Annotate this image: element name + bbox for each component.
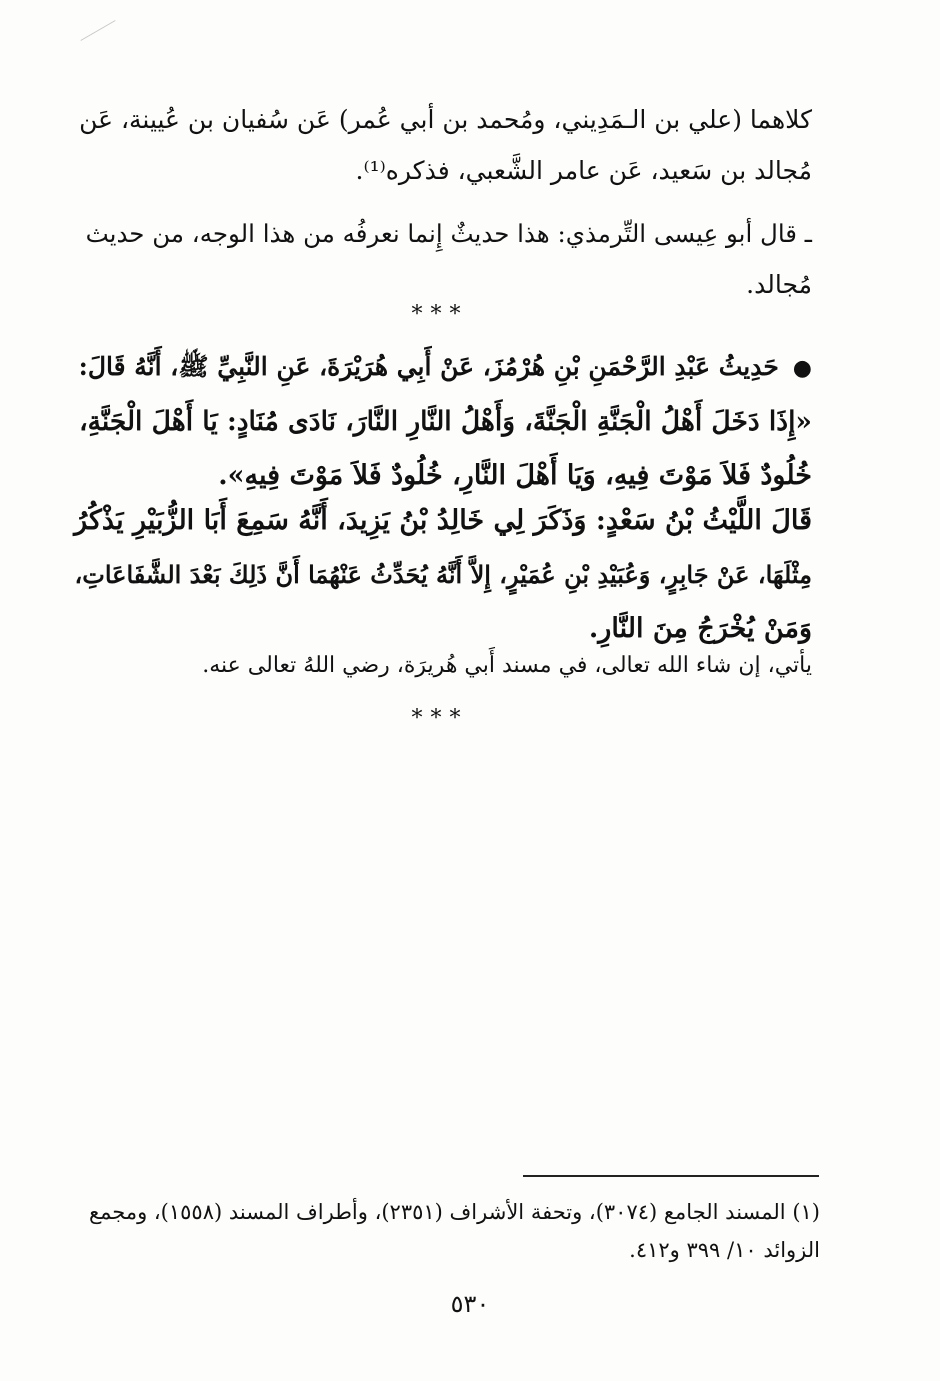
layth-line-1: قَالَ اللَّيْثُ بْنُ سَعْدٍ: وَذَكَرَ لِي خَالِدُ بْنُ يَزِيدَ، أَنَّهُ سَمِعَ أَبَا الزُّبَيْرِ يَذْكُرُ [74,505,812,536]
footnote-divider [523,1175,819,1177]
hadith-line-3: خُلُودٌ فَلاَ مَوْتَ فِيهِ، وَيَا أَهْلَ النَّارِ، خُلُودٌ فَلاَ مَوْتَ فِيهِ». [218,460,812,491]
tirmidhi-line-1: ـ قال أبو عِيسى التِّرمذي: هذا حديثٌ إِنما نعرفُه من هذا الوجه، من حديث [85,219,812,248]
section-separator-1: *** [411,302,469,327]
footnote [80,1193,820,1269]
layth-line-3: وَمَنْ يُخْرَجُ مِنَ النَّارِ. [588,613,812,644]
layth-line-2: مِثْلَهَا، عَنْ جَابِرٍ، وَعُبَيْدِ بْنِ عُمَيْرٍ، إِلاَّ أَنَّهُ يُحَدِّثُ عَنْهُمَا أَنَّ ذَلِكَ بَعْدَ الشَّفَاعَاتِ، [74,560,812,589]
bullet-icon: ● [792,355,812,381]
page-number: ٥٣٠ [450,1290,490,1318]
tirmidhi-comment [72,208,812,310]
section-separator-2: *** [411,706,469,731]
intro-paragraph [72,94,812,196]
cross-reference-note [200,640,812,691]
tirmidhi-line-2: مُجالد. [746,270,812,299]
hadith-paragraph [72,340,812,503]
footnote-line-2: الزوائد ١٠/ ٣٩٩ و٤١٢. [629,1238,820,1262]
page-scratch-mark [80,20,115,41]
hadith-line-2: «إِذَا دَخَلَ أَهْلُ الْجَنَّةِ الْجَنَّةَ، وَأَهْلُ النَّارِ النَّارَ، نَادَى مُنَادٍ: يَا أَهْلَ الْجَنَّةِ، [79,406,812,437]
intro-line-1: كلاهما (علي بن الـمَدِيني، ومُحمد بن أبي عُمر) عَن سُفيان بن عُيينة، عَن [79,105,812,134]
layth-paragraph [72,494,812,656]
intro-line-2: مُجالد بن سَعيد، عَن عامر الشَّعبي، فذكره⁽¹⁾. [355,156,812,185]
note-line-1: يأتي، إن شاء الله تعالى، في مسند أَبي هُريرَة، رضي اللهُ تعالى عنه. [202,653,812,678]
footnote-line-1: (١) المسند الجامع (٣٠٧٤)، وتحفة الأشراف (٢٣٥١)، وأطراف المسند (١٥٥٨)، ومجمع [88,1200,820,1224]
hadith-line-1-text: حَدِيثُ عَبْدِ الرَّحْمَنِ بْنِ هُرْمُزَ، عَنْ أَبِي هُرَيْرَةَ، عَنِ النَّبِيِّ ﷺ، أَنَّهُ قَالَ: [78,352,779,381]
hadith-line-1 [72,340,812,395]
